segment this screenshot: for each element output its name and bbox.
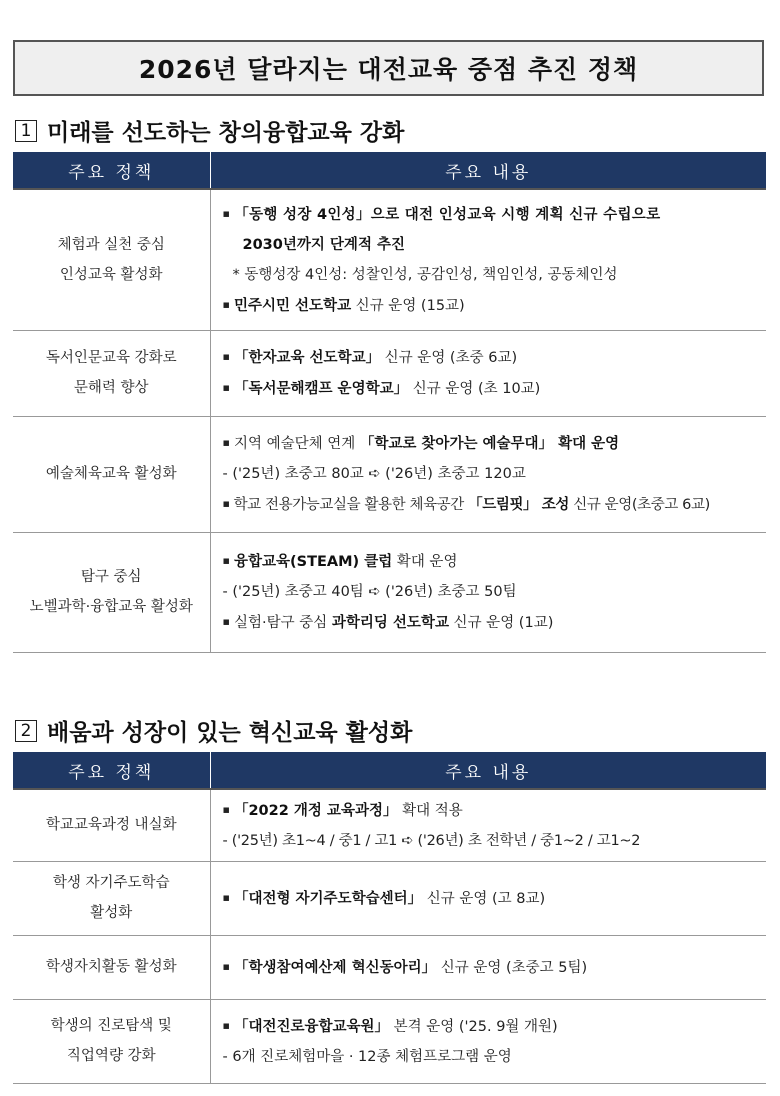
table-row bbox=[13, 861, 766, 935]
content-emphasis: 「드림핏」 조성 bbox=[468, 497, 570, 513]
bullet-icon: ▪ bbox=[222, 497, 230, 510]
header-policy: 주요 정책 bbox=[13, 752, 210, 789]
content-text: 확대 운영 bbox=[392, 554, 458, 570]
policy-cell bbox=[13, 416, 210, 532]
content-cell bbox=[210, 416, 766, 532]
section-2-heading bbox=[15, 714, 412, 747]
table-row bbox=[13, 532, 766, 652]
content-text: 확대 적용 bbox=[397, 802, 463, 819]
policy-line: 학생의 진로탐색 및 bbox=[50, 1018, 172, 1034]
content-line: 2030년까지 단계적 추진 bbox=[242, 236, 406, 253]
table-row bbox=[13, 999, 766, 1083]
content-line bbox=[223, 795, 761, 826]
content-emphasis: 「대전진로융합교육원」 bbox=[233, 1018, 390, 1035]
content-text: 본격 운영 ('25. 9월 개원) bbox=[389, 1018, 558, 1035]
content-line: - ('25년) 초중고 40팀 ➪ ('26년) 초중고 50팀 bbox=[222, 584, 517, 600]
content-line bbox=[223, 883, 761, 914]
content-text: 신규 운영 (초중고 5팀) bbox=[436, 959, 588, 976]
content-emphasis: 「2022 개정 교육과정」 bbox=[233, 802, 398, 819]
header-content: 주요 내용 bbox=[210, 752, 766, 789]
policy-cell bbox=[13, 999, 210, 1083]
policy-line: 학생자치활동 활성화 bbox=[45, 959, 177, 975]
bullet-icon: ▪ bbox=[222, 206, 231, 220]
content-text: 신규 운영 (고 8교) bbox=[422, 890, 546, 907]
header-content: 주요 내용 bbox=[210, 152, 766, 189]
content-line bbox=[223, 342, 761, 373]
content-text: 지역 예술단체 연계 bbox=[233, 436, 360, 452]
policy-line: 직업역량 강화 bbox=[66, 1048, 156, 1064]
content-text: 신규 운영(초중고 6교) bbox=[569, 497, 710, 513]
policy-cell bbox=[13, 935, 210, 999]
header-policy: 주요 정책 bbox=[13, 152, 210, 189]
policy-line: 독서인문교육 강화로 bbox=[45, 350, 177, 366]
content-cell bbox=[210, 999, 766, 1083]
content-emphasis: 과학리딩 선도학교 bbox=[331, 615, 449, 631]
policy-cell bbox=[13, 189, 210, 330]
content-line bbox=[223, 373, 761, 404]
section-1-table bbox=[13, 152, 766, 653]
content-emphasis: 「동행 성장 4인성」 bbox=[234, 206, 371, 223]
table-row bbox=[13, 789, 766, 861]
content-note: * 동행성장 4인성: 성찰인성, 공감인성, 책임인성, 공동체인성 bbox=[232, 266, 618, 283]
bullet-icon: ▪ bbox=[222, 350, 230, 363]
policy-line: 학교교육과정 내실화 bbox=[45, 817, 177, 834]
content-text: 실험·탐구 중심 bbox=[233, 615, 332, 631]
policy-cell bbox=[13, 532, 210, 652]
bullet-icon: ▪ bbox=[222, 436, 230, 449]
table-row bbox=[13, 330, 766, 416]
content-text: 신규 운영 (초중 6교) bbox=[380, 350, 518, 366]
table-row bbox=[13, 935, 766, 999]
content-emphasis: 「독서문해캠프 운영학교」 bbox=[233, 381, 409, 397]
content-emphasis: 으로 대전 인성교육 시행 계획 신규 수립으로 bbox=[370, 206, 661, 223]
document-title: 2026년 달라지는 대전교육 중점 추진 정책 bbox=[13, 40, 764, 96]
content-emphasis: 「학교로 찾아가는 예술무대」 확대 운영 bbox=[359, 436, 620, 452]
content-emphasis: 「대전형 자기주도학습센터」 bbox=[233, 890, 423, 907]
policy-line: 탐구 중심 bbox=[80, 569, 142, 585]
table-row bbox=[13, 416, 766, 532]
policy-line: 학생 자기주도학습 bbox=[52, 875, 170, 891]
policy-cell bbox=[13, 861, 210, 935]
bullet-icon: ▪ bbox=[222, 554, 230, 567]
content-line: - ('25년) 초중고 80교 ➪ ('26년) 초중고 120교 bbox=[222, 466, 526, 482]
policy-line: 체험과 실천 중심 bbox=[57, 236, 165, 253]
policy-cell bbox=[13, 789, 210, 861]
content-cell bbox=[210, 935, 766, 999]
content-line bbox=[223, 489, 761, 520]
content-line bbox=[223, 428, 761, 459]
section-2-number: 2 bbox=[15, 720, 37, 742]
bullet-icon: ▪ bbox=[222, 890, 230, 904]
bullet-icon: ▪ bbox=[222, 615, 230, 628]
content-cell bbox=[210, 330, 766, 416]
content-emphasis: 민주시민 선도학교 bbox=[233, 297, 352, 314]
content-text: 신규 운영 (15교) bbox=[351, 297, 465, 314]
content-line: - 6개 진로체험마을 · 12종 체험프로그램 운영 bbox=[222, 1048, 512, 1065]
content-emphasis: 융합교육(STEAM) 클럽 bbox=[233, 554, 393, 570]
section-2-table bbox=[13, 752, 766, 1084]
policy-line: 활성화 bbox=[90, 905, 133, 921]
content-line: - ('25년) 초1~4 / 중1 / 고1 ➪ ('26년) 초 전학년 / 중1~2 / 고1~2 bbox=[222, 832, 641, 849]
bullet-icon: ▪ bbox=[222, 381, 230, 394]
content-cell bbox=[210, 189, 766, 330]
content-line bbox=[223, 952, 761, 983]
content-line bbox=[223, 290, 761, 321]
content-emphasis: 「학생참여예산제 혁신동아리」 bbox=[233, 959, 437, 976]
content-cell bbox=[210, 789, 766, 861]
policy-line: 예술체육교육 활성화 bbox=[45, 466, 177, 482]
content-line bbox=[223, 546, 761, 577]
content-text: 신규 운영 (초 10교) bbox=[408, 381, 541, 397]
content-cell bbox=[210, 532, 766, 652]
bullet-icon: ▪ bbox=[222, 297, 230, 311]
policy-line: 인성교육 활성화 bbox=[59, 266, 163, 283]
policy-line: 노벨과학·융합교육 활성화 bbox=[29, 599, 193, 615]
bullet-icon: ▪ bbox=[222, 1018, 230, 1032]
content-line bbox=[223, 199, 761, 230]
content-emphasis: 「한자교육 선도학교」 bbox=[233, 350, 381, 366]
policy-line: 문해력 향상 bbox=[73, 380, 149, 396]
section-1-number: 1 bbox=[15, 120, 37, 142]
section-2-title: 배움과 성장이 있는 혁신교육 활성화 bbox=[47, 720, 413, 746]
section-1-title: 미래를 선도하는 창의융합교육 강화 bbox=[47, 120, 405, 146]
bullet-icon: ▪ bbox=[222, 802, 230, 816]
content-line bbox=[223, 607, 761, 638]
content-cell bbox=[210, 861, 766, 935]
bullet-icon: ▪ bbox=[222, 959, 230, 973]
section-1-heading bbox=[15, 114, 404, 147]
content-line bbox=[223, 1011, 761, 1042]
content-text: 학교 전용가능교실을 활용한 체육공간 bbox=[233, 497, 469, 513]
policy-cell bbox=[13, 330, 210, 416]
content-text: 신규 운영 (1교) bbox=[448, 615, 554, 631]
table-row bbox=[13, 189, 766, 330]
